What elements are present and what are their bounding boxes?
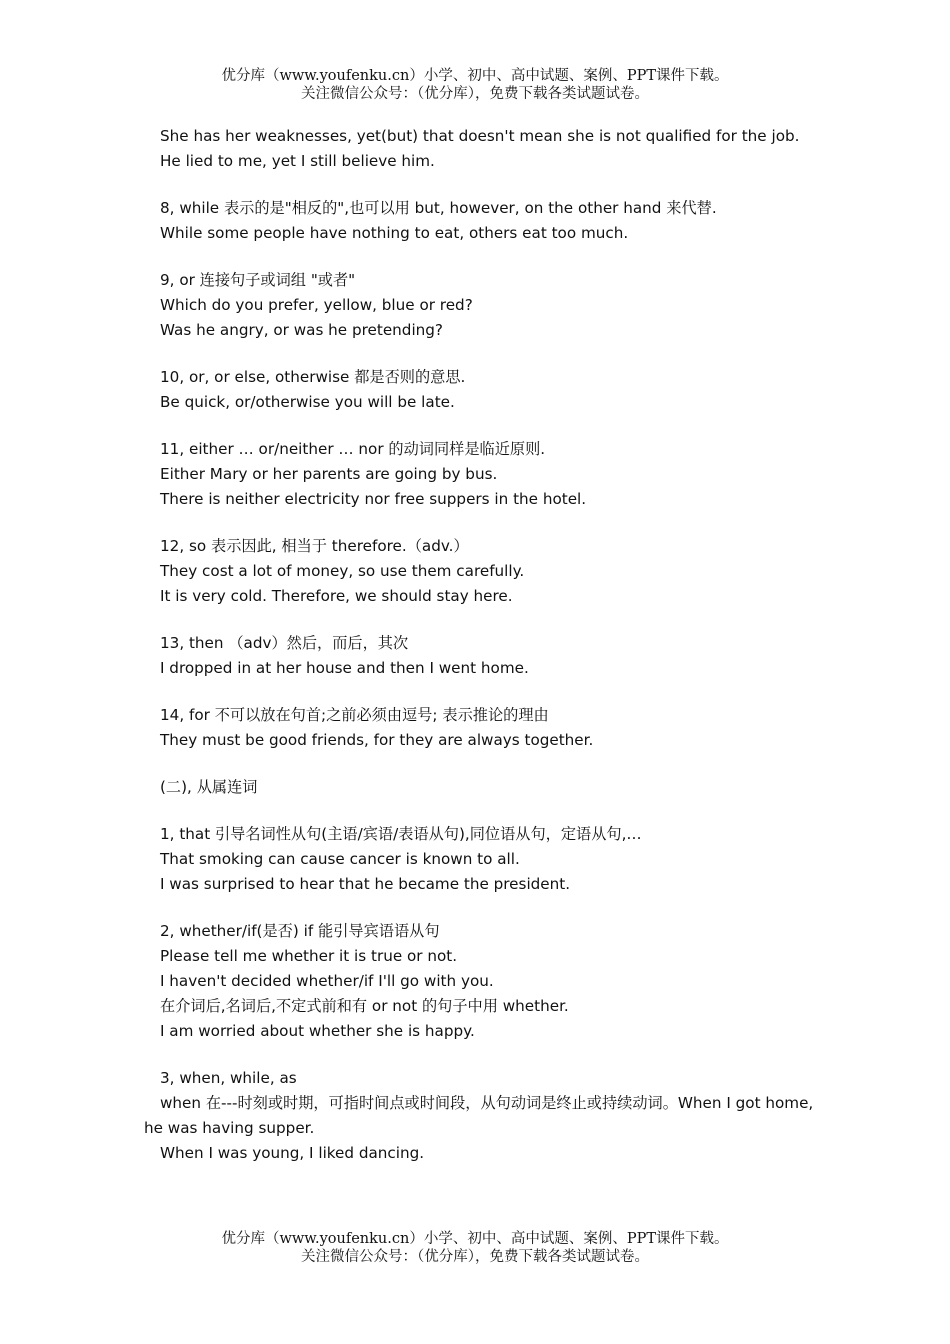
text-line: That smoking can cause cancer is known to all. [160, 850, 520, 868]
blank-line [144, 753, 814, 775]
text-line: 10, or, or else, otherwise 都是否则的意思. [160, 368, 466, 386]
text-line: She has her weaknesses, yet(but) that doesn't mean she is not qualified for the job. [160, 127, 800, 145]
blank-line [144, 343, 814, 365]
blank-line [144, 246, 814, 268]
text-line: I dropped in at her house and then I went home. [160, 659, 529, 677]
blank-line [144, 1044, 814, 1066]
footer-line-1: 优分库（www.youfenku.cn）小学、初中、高中试题、案例、PPT课件下载。 [221, 1231, 729, 1247]
blank-line [144, 512, 814, 534]
text-line: It is very cold. Therefore, we should stay here. [160, 587, 513, 605]
blank-line [144, 174, 814, 196]
blank-line [144, 415, 814, 437]
text-line: When I was young, I liked dancing. [160, 1144, 425, 1162]
text-line: They must be good friends, for they are always together. [160, 731, 594, 749]
text-line: when 在---时刻或时期，可指时间点或时间段，从句动词是终止或持续动词。When I got home, he was having supper. [144, 1094, 819, 1137]
text-line: I was surprised to hear that he became the president. [160, 875, 571, 893]
text-line: 在介词后,名词后,不定式前和有 or not 的句子中用 whether. [160, 997, 569, 1015]
text-line: Which do you prefer, yellow, blue or red? [160, 296, 473, 314]
text-line: 12, so 表示因此, 相当于 therefore.（adv.） [160, 537, 469, 555]
text-line: 1, that 引导名词性从句(主语/宾语/表语从句),同位语从句，定语从句,… [160, 825, 642, 843]
text-line: 8, while 表示的是"相反的",也可以用 but, however, on the other hand 来代替. [160, 199, 717, 217]
text-line: 11, either … or/neither … nor 的动词同样是临近原则. [160, 440, 546, 458]
page-footer [0, 1230, 950, 1266]
text-line: 3, when, while, as [160, 1069, 297, 1087]
text-line: There is neither electricity nor free suppers in the hotel. [160, 490, 587, 508]
header-line-1: 优分库（www.youfenku.cn）小学、初中、高中试题、案例、PPT课件下载。 [221, 68, 729, 84]
text-line: They cost a lot of money, so use them carefully. [160, 562, 525, 580]
text-line: Be quick, or/otherwise you will be late. [160, 393, 455, 411]
text-line: Either Mary or her parents are going by bus. [160, 465, 498, 483]
text-line: (二), 从属连词 [160, 778, 258, 796]
text-line: While some people have nothing to eat, others eat too much. [160, 224, 629, 242]
header-line-2: 关注微信公众号：（优分库），免费下载各类试题试卷。 [301, 86, 649, 102]
page-header [0, 67, 950, 103]
text-line: 2, whether/if(是否) if 能引导宾语语从句 [160, 922, 440, 940]
footer-line-2: 关注微信公众号：（优分库），免费下载各类试题试卷。 [301, 1249, 649, 1265]
text-line: 13, then （adv）然后，而后，其次 [160, 634, 409, 652]
text-line: Please tell me whether it is true or not. [160, 947, 458, 965]
text-line: I am worried about whether she is happy. [160, 1022, 475, 1040]
blank-line [144, 800, 814, 822]
text-line: I haven't decided whether/if I'll go with you. [160, 972, 494, 990]
blank-line [144, 609, 814, 631]
text-line: 14, for 不可以放在句首;之前必须由逗号; 表示推论的理由 [160, 706, 549, 724]
blank-line [144, 897, 814, 919]
text-line: He lied to me, yet I still believe him. [160, 152, 435, 170]
text-line: 9, or 连接句子或词组 "或者" [160, 271, 356, 289]
document-body [144, 124, 819, 1166]
blank-line [144, 681, 814, 703]
text-line: Was he angry, or was he pretending? [160, 321, 443, 339]
